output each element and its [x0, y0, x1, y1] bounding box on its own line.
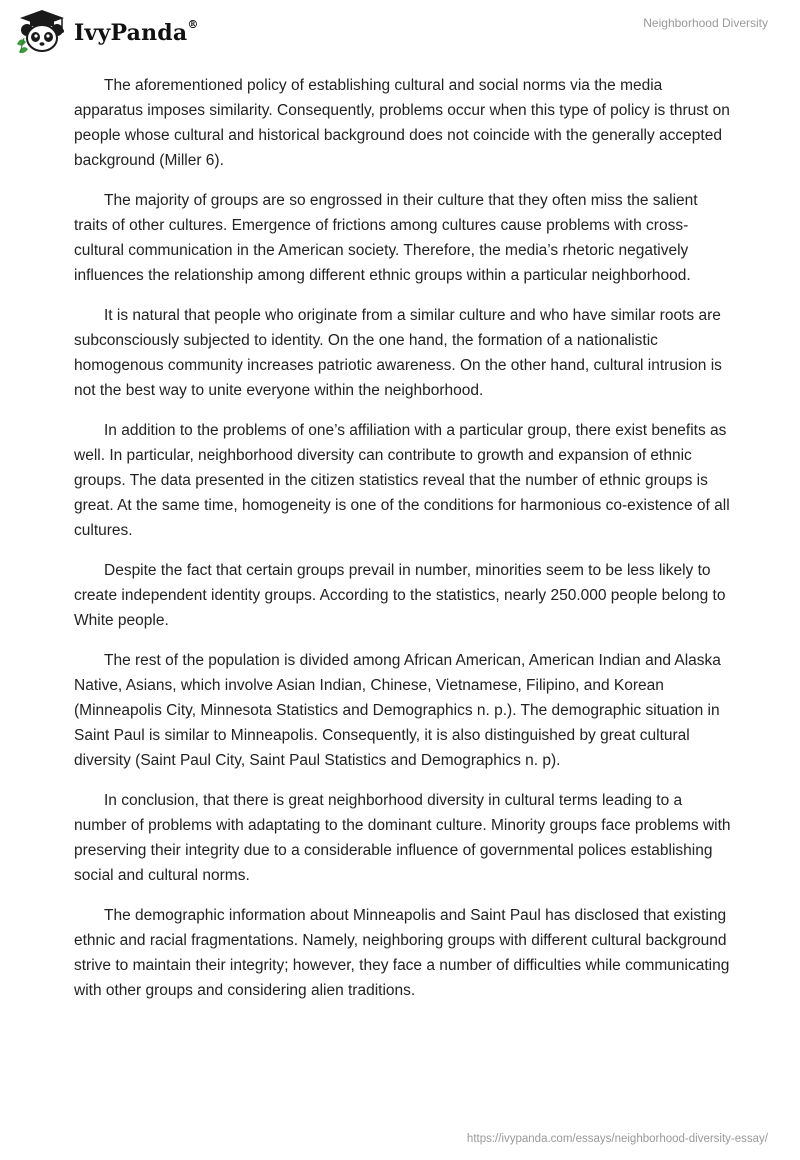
- paragraph: The aforementioned policy of establishing cultural and social norms via the media apparatus imposes similarity. Consequently, problems occur when this type of policy is thrust on people whose cultural and historical background does not coincide with the generally accepted background (Miller 6).: [74, 77, 730, 169]
- paragraph: It is natural that people who originate from a similar culture and who have similar roots are subconsciously subjected to identity. On the one hand, the formation of a nationalistic homogenous community increases patriotic awareness. On the other hand, cultural intrusion is not the best way to unite everyone within the neighborhood.: [74, 307, 722, 399]
- registered-mark: ®: [187, 17, 199, 31]
- essay-body: [74, 73, 734, 1018]
- panda-graduate-icon: [14, 8, 70, 54]
- ivypanda-logo[interactable]: [14, 8, 199, 54]
- paragraph: In addition to the problems of one’s affiliation with a particular group, there exist benefits as well. In particular, neighborhood diversity can contribute to growth and expansion of ethnic groups. The data presented in the citizen statistics reveal that the number of ethnic groups is great. At the same time, homogeneity is one of the conditions for harmonious co-existence of all cultures.: [74, 422, 730, 539]
- paragraph: The rest of the population is divided among African American, American Indian and Alaska Native, Asians, which involve Asian Indian, Chinese, Vietnamese, Filipino, and Korean (Minneapolis City, Minnesota Statistics and Demographics n. p.). The demographic situation in Saint Paul is similar to Minneapolis. Consequently, it is also distinguished by great cultural diversity (Saint Paul City, Saint Paul Statistics and Demographics n. p).: [74, 652, 721, 769]
- paragraph: In conclusion, that there is great neighborhood diversity in cultural terms leading to a number of problems with adaptating to the dominant culture. Minority groups face problems with preserving their integrity due to a considerable influence of governmental polices establishing social and cultural norms.: [74, 792, 731, 884]
- paragraph: The majority of groups are so engrossed in their culture that they often miss the salient traits of other cultures. Emergence of frictions among cultures cause problems with cross-cultural communication in the American society. Therefore, the media’s rhetoric negatively influences the relationship among different ethnic groups within a particular neighborhood.: [74, 192, 698, 284]
- logo-wordmark: [74, 17, 199, 46]
- document-title: Neighborhood Diversity: [643, 16, 768, 30]
- paragraph: The demographic information about Minneapolis and Saint Paul has disclosed that existing ethnic and racial fragmentations. Namely, neighboring groups with different cultural background strive to maintain their integrity; however, they face a number of difficulties while communicating with other groups and considering alien traditions.: [74, 907, 730, 999]
- page-header: [0, 0, 800, 60]
- paragraph: Despite the fact that certain groups prevail in number, minorities seem to be less likely to create independent identity groups. According to the statistics, nearly 250.000 people belong to White people.: [74, 562, 726, 629]
- source-url-link[interactable]: https://ivypanda.com/essays/neighborhood-diversity-essay/: [466, 1133, 768, 1145]
- logo-name: IvyPanda: [74, 20, 188, 46]
